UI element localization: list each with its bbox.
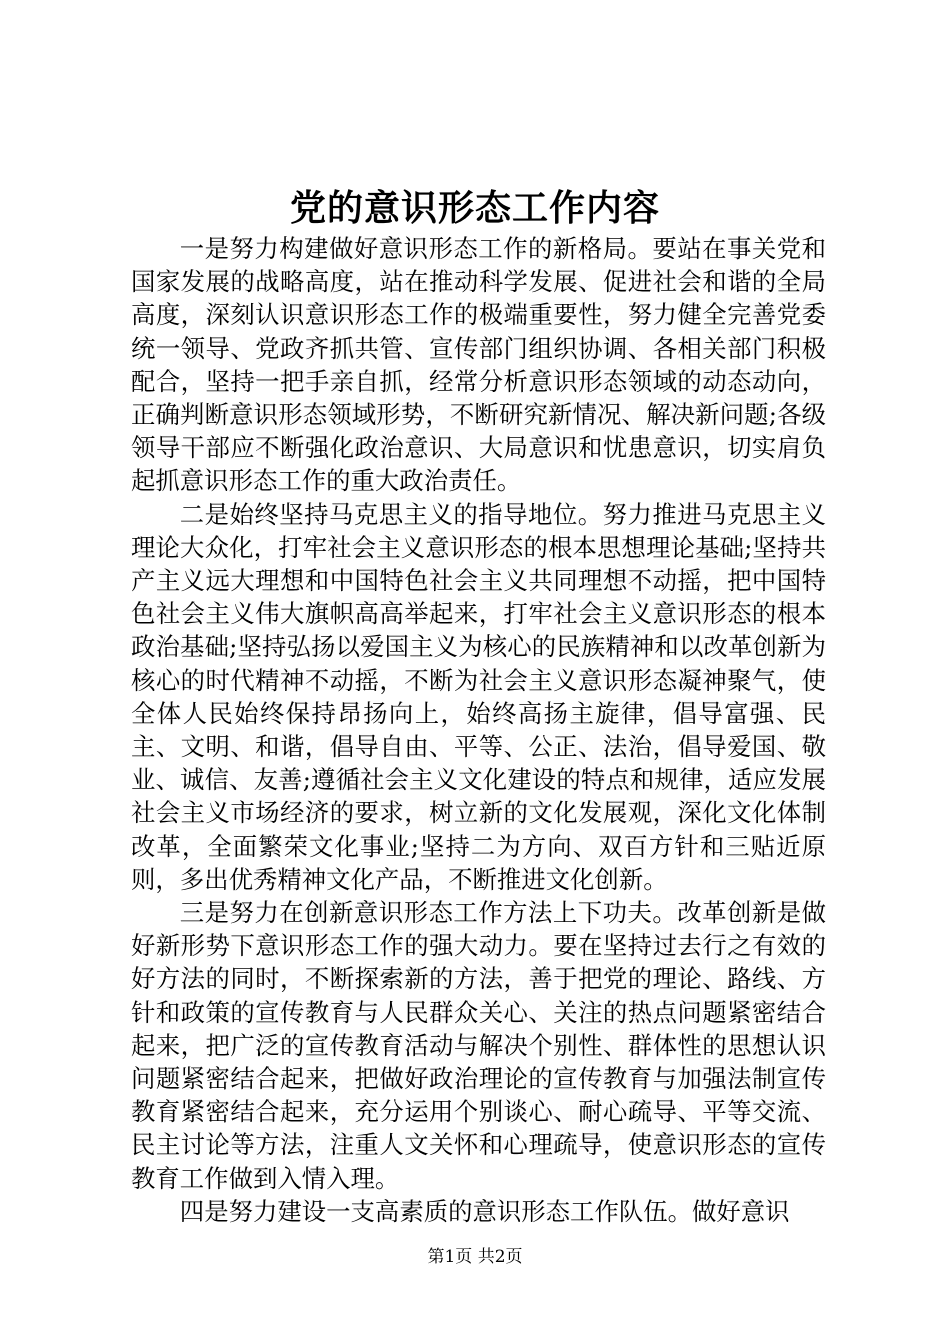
page-title: 党的意识形态工作内容 [289, 187, 660, 229]
paragraph-4: 四是努力建设一支高素质的意识形态工作队伍。做好意识 [179, 1196, 790, 1226]
page-number-footer: 第1页 共2页 [427, 1247, 523, 1267]
paragraph-3: 三是努力在创新意识形态工作方法上下功夫。改革创新是做好新形势下意识形态工作的强大动力。要在坚持过去行之有效的好方法的同时，不断探索新的方法，善于把党的理论、路线、方针和政策的宣传教育与人民群众关心、关注的热点问题紧密结合起来，把广泛的宣传教育活动与解决个别性、群体性的思想认识问题紧密结合起来，把做好政治理论的宣传教育与加强法制宣传教育紧密结合起来，充分运用个别谈心、耐心疏导、平等交流、民主讨论等方法，注重人文关怀和心理疏导，使意识形态的宣传教育工作做到入情入理。 [131, 898, 826, 1193]
paragraph-1: 一是努力构建做好意识形态工作的新格局。要站在事关党和国家发展的战略高度，站在推动科学发展、促进社会和谐的全局高度，深刻认识意识形态工作的极端重要性，努力健全完善党委统一领导、党政齐抓共管、宣传部门组织协调、各相关部门积极配合，坚持一把手亲自抓，经常分析意识形态领域的动态动向，正确判断意识形态领域形势，不断研究新情况、解决新问题;各级领导干部应不断强化政治意识、大局意识和忧患意识，切实肩负起抓意识形态工作的重大政治责任。 [131, 234, 826, 496]
document-body [131, 232, 826, 1228]
paragraph-2: 二是始终坚持马克思主义的指导地位。努力推进马克思主义理论大众化，打牢社会主义意识形态的根本思想理论基础;坚持共产主义远大理想和中国特色社会主义共同理想不动摇，把中国特色社会主义伟大旗帜高高举起来，打牢社会主义意识形态的根本政治基础;坚持弘扬以爱国主义为核心的民族精神和以改革创新为核心的时代精神不动摇，不断为社会主义意识形态凝神聚气，使全体人民始终保持昂扬向上，始终高扬主旋律，倡导富强、民主、文明、和谐，倡导自由、平等、公正、法治，倡导爱国、敬业、诚信、友善;遵循社会主义文化建设的特点和规律，适应发展社会主义市场经济的要求，树立新的文化发展观，深化文化体制改革，全面繁荣文化事业;坚持二为方向、双百方针和三贴近原则，多出优秀精神文化产品，不断推进文化创新。 [131, 499, 826, 894]
